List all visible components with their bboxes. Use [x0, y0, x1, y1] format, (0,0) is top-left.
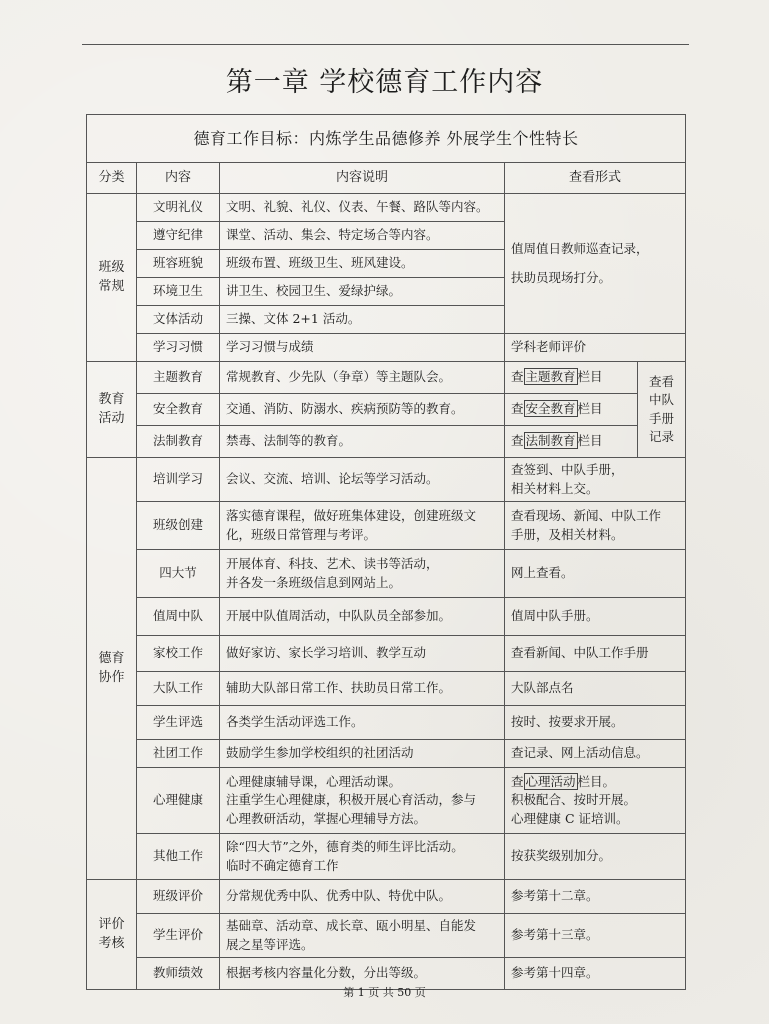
content-table	[86, 114, 686, 990]
item-name: 安全教育	[137, 394, 220, 426]
check-method: 按时、按要求开展。	[505, 706, 686, 740]
header-check: 查看形式	[505, 163, 686, 194]
item-name: 四大节	[137, 550, 220, 598]
item-description: 鼓励学生参加学校组织的社团活动	[220, 740, 505, 768]
header-content: 内容	[137, 163, 220, 194]
check-line: 扶助员现场打分。	[511, 269, 612, 285]
table-row	[87, 194, 686, 222]
check-method	[505, 194, 686, 334]
item-name: 学生评选	[137, 706, 220, 740]
table-row	[87, 636, 686, 672]
check-method: 参考第十二章。	[505, 880, 686, 914]
column-name-box: 心理活动	[525, 774, 576, 790]
check-vertical-char: 查看	[649, 374, 675, 390]
item-description: 课堂、活动、集会、特定场合等内容。	[220, 222, 505, 250]
item-description: 根据考核内容量化分数，分出等级。	[220, 958, 505, 990]
check-prefix: 查	[511, 401, 524, 417]
item-description: 三操、文体 2+1 活动。	[220, 306, 505, 334]
check-method: 网上查看。	[505, 550, 686, 598]
item-name: 班级创建	[137, 502, 220, 550]
category-label: 评价	[98, 916, 125, 932]
check-method	[505, 768, 686, 834]
check-suffix: 栏目	[577, 369, 603, 385]
check-vertical-char: 记录	[649, 428, 675, 444]
description-line: 心理健康辅导课，心理活动课。	[226, 774, 402, 790]
table-row	[87, 362, 686, 394]
check-method	[505, 362, 638, 394]
table-row	[87, 706, 686, 740]
description-line: 除“四大节”之外，德育类的师生评比活动。	[226, 839, 464, 855]
table-row	[87, 458, 686, 502]
table-row	[87, 834, 686, 880]
category-label: 德育	[98, 650, 125, 666]
table-row	[87, 740, 686, 768]
table-row	[87, 550, 686, 598]
category-pingjia	[87, 880, 137, 990]
check-method	[505, 394, 638, 426]
item-description: 讲卫生、校园卫生、爱绿护绿。	[220, 278, 505, 306]
top-rule	[82, 44, 689, 45]
table-row	[87, 598, 686, 636]
table-row	[87, 914, 686, 958]
check-line: 查看现场、新闻、中队工作	[511, 508, 662, 524]
item-description: 文明、礼貌、礼仪、仪表、午餐、路队等内容。	[220, 194, 505, 222]
check-line: 心理健康 C 证培训。	[511, 810, 629, 826]
check-prefix: 查	[511, 369, 524, 385]
description-line: 临时不确定德育工作	[226, 857, 339, 873]
check-method	[505, 502, 686, 550]
table-row	[87, 768, 686, 834]
item-description: 禁毒、法制等的教育。	[220, 426, 505, 458]
item-description: 开展中队值周活动，中队队员全部参加。	[220, 598, 505, 636]
item-description	[220, 768, 505, 834]
check-prefix: 查	[511, 433, 524, 449]
description-line: 开展体育、科技、艺术、读书等活动，	[226, 556, 439, 572]
check-vertical-char: 手册	[649, 410, 675, 426]
item-description	[220, 502, 505, 550]
item-description: 交通、消防、防溺水、疾病预防等的教育。	[220, 394, 505, 426]
check-prefix: 查	[511, 774, 524, 790]
item-name: 学生评价	[137, 914, 220, 958]
item-description: 班级布置、班级卫生、班风建设。	[220, 250, 505, 278]
item-name: 心理健康	[137, 768, 220, 834]
item-description	[220, 550, 505, 598]
table-row	[87, 334, 686, 362]
check-vertical	[638, 362, 686, 458]
check-line	[511, 773, 679, 791]
description-line: 注重学生心理健康，积极开展心育活动，参与	[226, 792, 477, 808]
check-method: 按获奖级别加分。	[505, 834, 686, 880]
check-method: 查看新闻、中队工作手册	[505, 636, 686, 672]
item-name: 社团工作	[137, 740, 220, 768]
item-description: 分常规优秀中队、优秀中队、特优中队。	[220, 880, 505, 914]
description-line: 基础章、活动章、成长章、瓯小明星、自能发	[226, 918, 477, 934]
item-name: 大队工作	[137, 672, 220, 706]
item-description: 会议、交流、培训、论坛等学习活动。	[220, 458, 505, 502]
check-line: 值周值日教师巡查记录，	[511, 241, 649, 257]
column-name-box: 安全教育	[525, 401, 576, 417]
item-description	[220, 914, 505, 958]
description-line: 心理教研活动，掌握心理辅导方法。	[226, 810, 427, 826]
check-line: 手册，及相关材料。	[511, 526, 624, 542]
goal-heading: 德育工作目标：内炼学生品德修养 外展学生个性特长	[87, 115, 686, 163]
category-label: 班级	[98, 259, 125, 275]
header-category: 分类	[87, 163, 137, 194]
item-name: 家校工作	[137, 636, 220, 672]
category-label: 考核	[98, 935, 125, 951]
item-name: 文明礼仪	[137, 194, 220, 222]
category-xiezuo	[87, 458, 137, 880]
chapter-title: 第一章 学校德育工作内容	[225, 67, 544, 98]
check-suffix: 栏目	[577, 401, 603, 417]
item-name: 培训学习	[137, 458, 220, 502]
item-name: 学习习惯	[137, 334, 220, 362]
item-description	[220, 834, 505, 880]
item-name: 其他工作	[137, 834, 220, 880]
check-method	[505, 426, 638, 458]
table-row	[87, 502, 686, 550]
check-line: 查签到、中队手册，	[511, 462, 624, 478]
check-line: 相关材料上交。	[511, 480, 599, 496]
item-name: 教师绩效	[137, 958, 220, 990]
item-description: 各类学生活动评选工作。	[220, 706, 505, 740]
description-line: 化，班级日常管理与考评。	[226, 526, 377, 542]
item-name: 环境卫生	[137, 278, 220, 306]
check-method: 查记录、网上活动信息。	[505, 740, 686, 768]
category-jiaoyu	[87, 362, 137, 458]
check-method: 学科老师评价	[505, 334, 686, 362]
category-label: 协作	[98, 669, 125, 685]
item-description: 常规教育、少先队（争章）等主题队会。	[220, 362, 505, 394]
item-name: 遵守纪律	[137, 222, 220, 250]
check-vertical-char: 中队	[649, 392, 675, 408]
description-line: 展之星等评选。	[226, 936, 314, 952]
table-row	[87, 880, 686, 914]
item-description: 做好家访、家长学习培训、教学互动	[220, 636, 505, 672]
check-method	[505, 458, 686, 502]
table-row	[87, 426, 686, 458]
table-row	[87, 394, 686, 426]
column-name-box: 主题教育	[525, 369, 576, 385]
check-method: 值周中队手册。	[505, 598, 686, 636]
item-description: 学习习惯与成绩	[220, 334, 505, 362]
table-row	[87, 672, 686, 706]
header-description: 内容说明	[220, 163, 505, 194]
check-method: 参考第十三章。	[505, 914, 686, 958]
column-name-box: 法制教育	[525, 433, 576, 449]
check-method: 大队部点名	[505, 672, 686, 706]
item-name: 法制教育	[137, 426, 220, 458]
item-description: 辅助大队部日常工作、扶助员日常工作。	[220, 672, 505, 706]
category-label: 教育	[98, 391, 125, 407]
page-footer: 第 1 页 共 50 页	[343, 986, 426, 999]
category-label: 常规	[98, 278, 125, 294]
category-label: 活动	[98, 410, 125, 426]
description-line: 落实德育课程，做好班集体建设，创建班级文	[226, 508, 477, 524]
item-name: 文体活动	[137, 306, 220, 334]
check-method: 参考第十四章。	[505, 958, 686, 990]
check-line: 积极配合、按时开展。	[511, 792, 637, 808]
category-banji	[87, 194, 137, 362]
check-suffix: 栏目	[577, 433, 603, 449]
item-name: 班容班貌	[137, 250, 220, 278]
item-name: 班级评价	[137, 880, 220, 914]
description-line: 并各发一条班级信息到网站上。	[226, 574, 402, 590]
item-name: 主题教育	[137, 362, 220, 394]
item-name: 值周中队	[137, 598, 220, 636]
check-suffix: 栏目。	[577, 774, 616, 790]
